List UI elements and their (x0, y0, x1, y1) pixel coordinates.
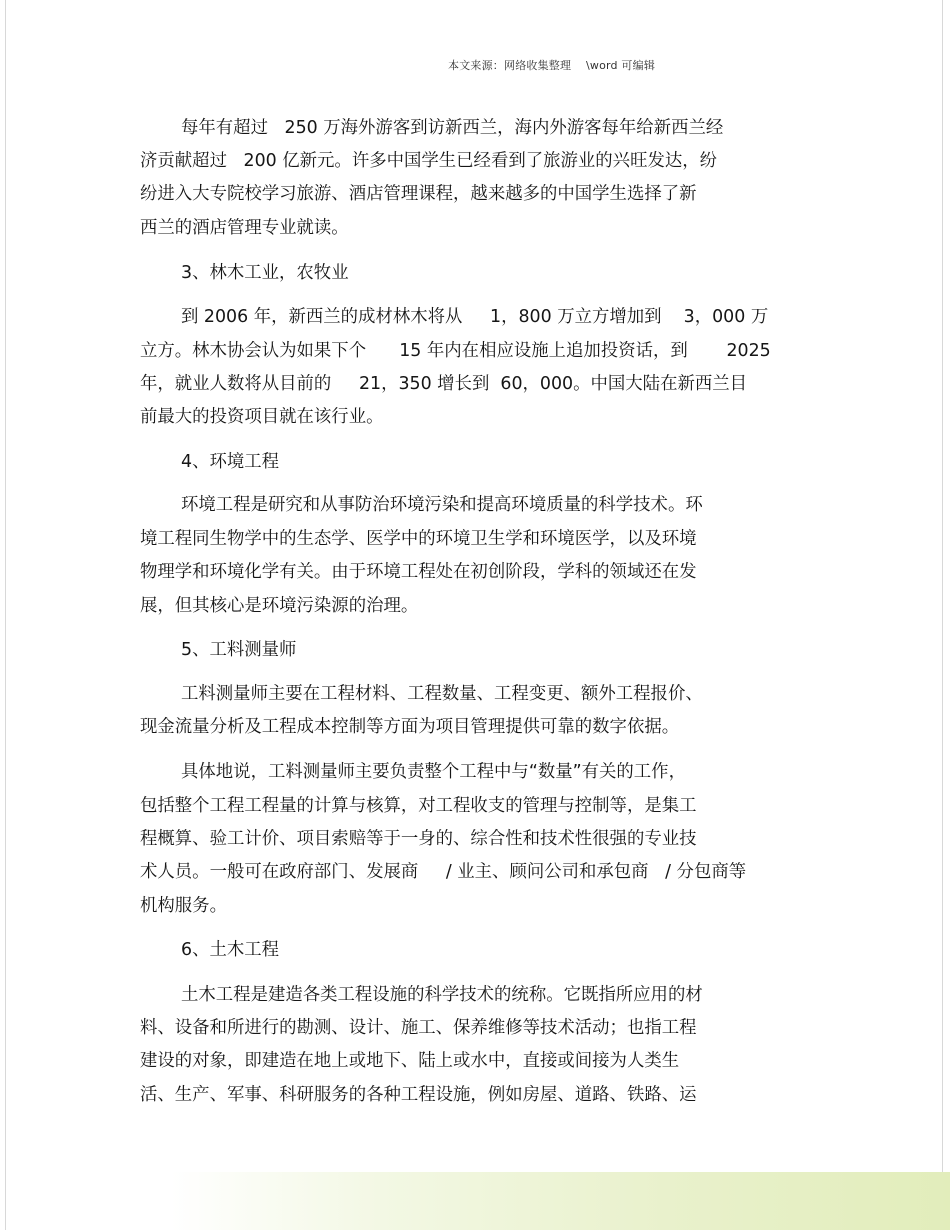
paragraph-line: 物理学和环境化学有关。由于环境工程处在初创阶段，学科的领域还在发 (140, 562, 697, 582)
paragraph-line: 程概算、验工计价、项目索赔等于一身的、综合性和技术性很强的专业技 (140, 829, 697, 849)
paragraph-line: 包括整个工程工程量的计算与核算，对工程收支的管理与控制等，是集工 (140, 796, 697, 816)
paragraph-line: 立方。林木协会认为如果下个 15 年内在相应设施上追加投资话，到 2025 (140, 341, 771, 361)
paragraph-line: 西兰的酒店管理专业就读。 (140, 218, 349, 238)
paragraph-line: 土木工程是建造各类工程设施的科学技术的统称。它既指所应用的材 (181, 985, 703, 1005)
paragraph-line: 展，但其核心是环境污染源的治理。 (140, 596, 419, 616)
paragraph-line: 每年有超过 250 万海外游客到访新西兰，海内外游客每年给新西兰经 (181, 118, 724, 138)
paragraph-line: 环境工程是研究和从事防治环境污染和提高环境质量的科学技术。环 (181, 495, 703, 515)
paragraph-line: 纷进入大专院校学习旅游、酒店管理课程，越来越多的中国学生选择了新 (140, 184, 697, 204)
paragraph-line: 建设的对象，即建造在地上或地下、陆上或水中，直接或间接为人类生 (140, 1051, 680, 1071)
paragraph-line: 前最大的投资项目就在该行业。 (140, 407, 384, 427)
paragraph-line: 活、生产、军事、科研服务的各种工程设施，例如房屋、道路、铁路、运 (140, 1085, 697, 1105)
section-heading: 3、林木工业，农牧业 (181, 263, 349, 283)
footer-decoration (0, 1172, 950, 1230)
paragraph-line: 境工程同生物学中的生态学、医学中的环境卫生学和环境医学，以及环境 (140, 529, 697, 549)
section-heading: 5、工料测量师 (181, 640, 297, 660)
section-heading: 6、土木工程 (181, 940, 280, 960)
page-header: 本文来源：网络收集整理 \word 可编辑 (448, 59, 656, 72)
page-right-border (942, 0, 943, 1230)
paragraph-line: 现金流量分析及工程成本控制等方面为项目管理提供可靠的数字依据。 (140, 717, 680, 737)
page-left-border (5, 0, 6, 1230)
paragraph-line: 机构服务。 (140, 896, 227, 916)
section-heading: 4、环境工程 (181, 452, 280, 472)
paragraph-line: 到 2006 年，新西兰的成材林木将从 1，800 万立方增加到 3，000 万 (181, 307, 769, 327)
paragraph-line: 年，就业人数将从目前的 21，350 增长到 60，000。中国大陆在新西兰目 (140, 374, 748, 394)
paragraph-line: 术人员。一般可在政府部门、发展商 / 业主、顾问公司和承包商 / 分包商等 (140, 862, 747, 882)
paragraph-line: 具体地说，工料测量师主要负责整个工程中与“数量”有关的工作， (181, 762, 686, 782)
paragraph-line: 济贡献超过 200 亿新元。许多中国学生已经看到了旅游业的兴旺发达，纷 (140, 151, 718, 171)
paragraph-line: 工料测量师主要在工程材料、工程数量、工程变更、额外工程报价、 (181, 684, 703, 704)
paragraph-line: 料、设备和所进行的勘测、设计、施工、保养维修等技术活动；也指工程 (140, 1018, 697, 1038)
